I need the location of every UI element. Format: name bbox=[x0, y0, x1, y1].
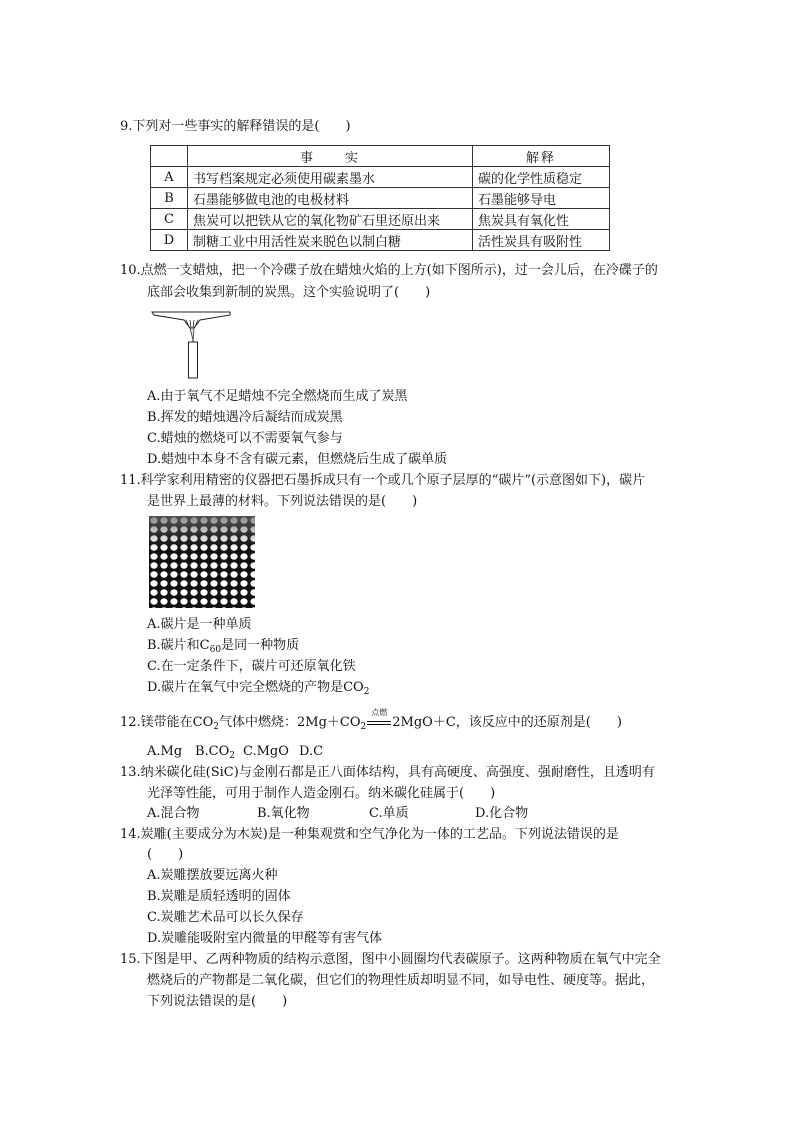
q12-option-b: $B.CO_2$ bbox=[195, 744, 236, 761]
q11-line-1: 11.科学家利用精密的仪器把石墨拆成只有一个或几个原子层厚的“碳片”(示意图如下)，碳片 bbox=[120, 473, 646, 488]
q15-line-1: 15.下图是甲、乙两种物质的结构示意图，图中小圆圈均代表碳原子。这两种物质在氧气中完全 bbox=[120, 952, 661, 967]
q14-line-1: 14.炭雕(主要成分为木炭)是一种集观赏和空气净化为一体的工艺品。下列说法错误的是 bbox=[120, 827, 619, 842]
q10-option-c: C.蜡烛的燃烧可以不需要氧气参与 bbox=[147, 431, 343, 446]
table-row bbox=[151, 230, 610, 251]
table-header-row bbox=[151, 146, 610, 167]
q11-line-2: 是世界上最薄的材料。下列说法错误的是( ) bbox=[147, 494, 418, 509]
table-row bbox=[151, 209, 610, 230]
row-fact: 书写档案规定必须使用碳素墨水 bbox=[188, 167, 473, 188]
q11-option-b: B.碳片和$C_{60}$是同一种物质 bbox=[147, 638, 300, 655]
q12-options bbox=[147, 743, 323, 761]
q14-line-2: ( ) bbox=[147, 847, 184, 862]
q10-line-2: 底部会收集到新制的炭黑。这个实验说明了( ) bbox=[147, 285, 431, 300]
q13-line-2: 光泽等性能，可用于制作人造金刚石。纳米碳化硅属于( ) bbox=[147, 786, 496, 801]
table-row bbox=[151, 188, 610, 209]
q13-option-c: C.单质 bbox=[369, 806, 409, 821]
row-key: D bbox=[151, 230, 188, 251]
q9-stem: 9.下列对一些事实的解释错误的是( ) bbox=[120, 119, 351, 134]
q14-option-c: C.炭雕艺术品可以长久保存 bbox=[147, 910, 304, 925]
q10-line-1: 10.点燃一支蜡烛，把一个冷碟子放在蜡烛火焰的上方(如下图所示)，过一会儿后，在冷碟子的 bbox=[120, 263, 658, 278]
q12-option-d: D.C bbox=[299, 744, 324, 759]
q13-line-1: 13.纳米碳化硅(SiC)与金刚石都是正八面体结构，具有高硬度、高强度、强耐磨性，且透明有 bbox=[120, 765, 655, 780]
q9-table bbox=[150, 145, 610, 251]
row-fact: 制糖工业中用活性炭来脱色以制白糖 bbox=[188, 230, 473, 251]
q12-stem: 12.镁带能在$CO_2$气体中燃烧：$2Mg+CO_2$ 点燃 2MgO＋C，该反应中的还原剂是( ) bbox=[120, 708, 622, 732]
row-explain: 碳的化学性质稳定 bbox=[473, 167, 610, 188]
row-key: C bbox=[151, 209, 188, 230]
q10-option-d: D.蜡烛中本身不含有碳元素，但燃烧后生成了碳单质 bbox=[147, 452, 448, 467]
table-header-explain: 解释 bbox=[473, 146, 610, 167]
q14-option-a: A.炭雕摆放要远离火种 bbox=[147, 868, 278, 883]
graphene-sheet-image bbox=[149, 516, 255, 608]
q11-option-d: D.碳片在氧气中完全燃烧的产物是$CO_2$ bbox=[147, 680, 370, 697]
row-explain: 焦炭具有氧化性 bbox=[473, 209, 610, 230]
table-row bbox=[151, 167, 610, 188]
q11-option-a: A.碳片是一种单质 bbox=[147, 617, 252, 632]
q14-option-b: B.炭雕是质轻透明的固体 bbox=[147, 889, 291, 904]
q13-option-a: A.混合物 bbox=[147, 806, 200, 821]
table-header-key bbox=[151, 146, 188, 167]
q13-options bbox=[147, 805, 528, 823]
table-header-fact: 事 实 bbox=[188, 146, 473, 167]
q15-line-3: 下列说法错误的是( ) bbox=[147, 994, 288, 1009]
q12-option-a: A.Mg bbox=[147, 744, 183, 759]
q10-option-b: B.挥发的蜡烛遇冷后凝结而成炭黑 bbox=[147, 410, 343, 425]
row-explain: 石墨能够导电 bbox=[473, 188, 610, 209]
q13-option-d: D.化合物 bbox=[475, 806, 529, 821]
row-explain: 活性炭具有吸附性 bbox=[473, 230, 610, 251]
q12-option-c: C.MgO bbox=[243, 744, 289, 759]
q15-line-2: 燃烧后的产物都是二氧化碳，但它们的物理性质却明显不同，如导电性、硬度等。据此， bbox=[147, 973, 655, 988]
row-key: A bbox=[151, 167, 188, 188]
q11-option-c: C.在一定条件下，碳片可还原氧化铁 bbox=[147, 659, 356, 674]
q14-option-d: D.炭雕能吸附室内微量的甲醛等有害气体 bbox=[147, 931, 383, 946]
q10-option-a: A.由于氧气不足蜡烛不完全燃烧而生成了炭黑 bbox=[147, 389, 408, 404]
row-fact: 焦炭可以把铁从它的氧化物矿石里还原出来 bbox=[188, 209, 473, 230]
reaction-condition: 点燃 bbox=[366, 714, 392, 732]
candle-plate-illustration bbox=[150, 308, 234, 380]
q13-option-b: B.氧化物 bbox=[257, 806, 310, 821]
row-key: B bbox=[151, 188, 188, 209]
row-fact: 石墨能够做电池的电极材料 bbox=[188, 188, 473, 209]
